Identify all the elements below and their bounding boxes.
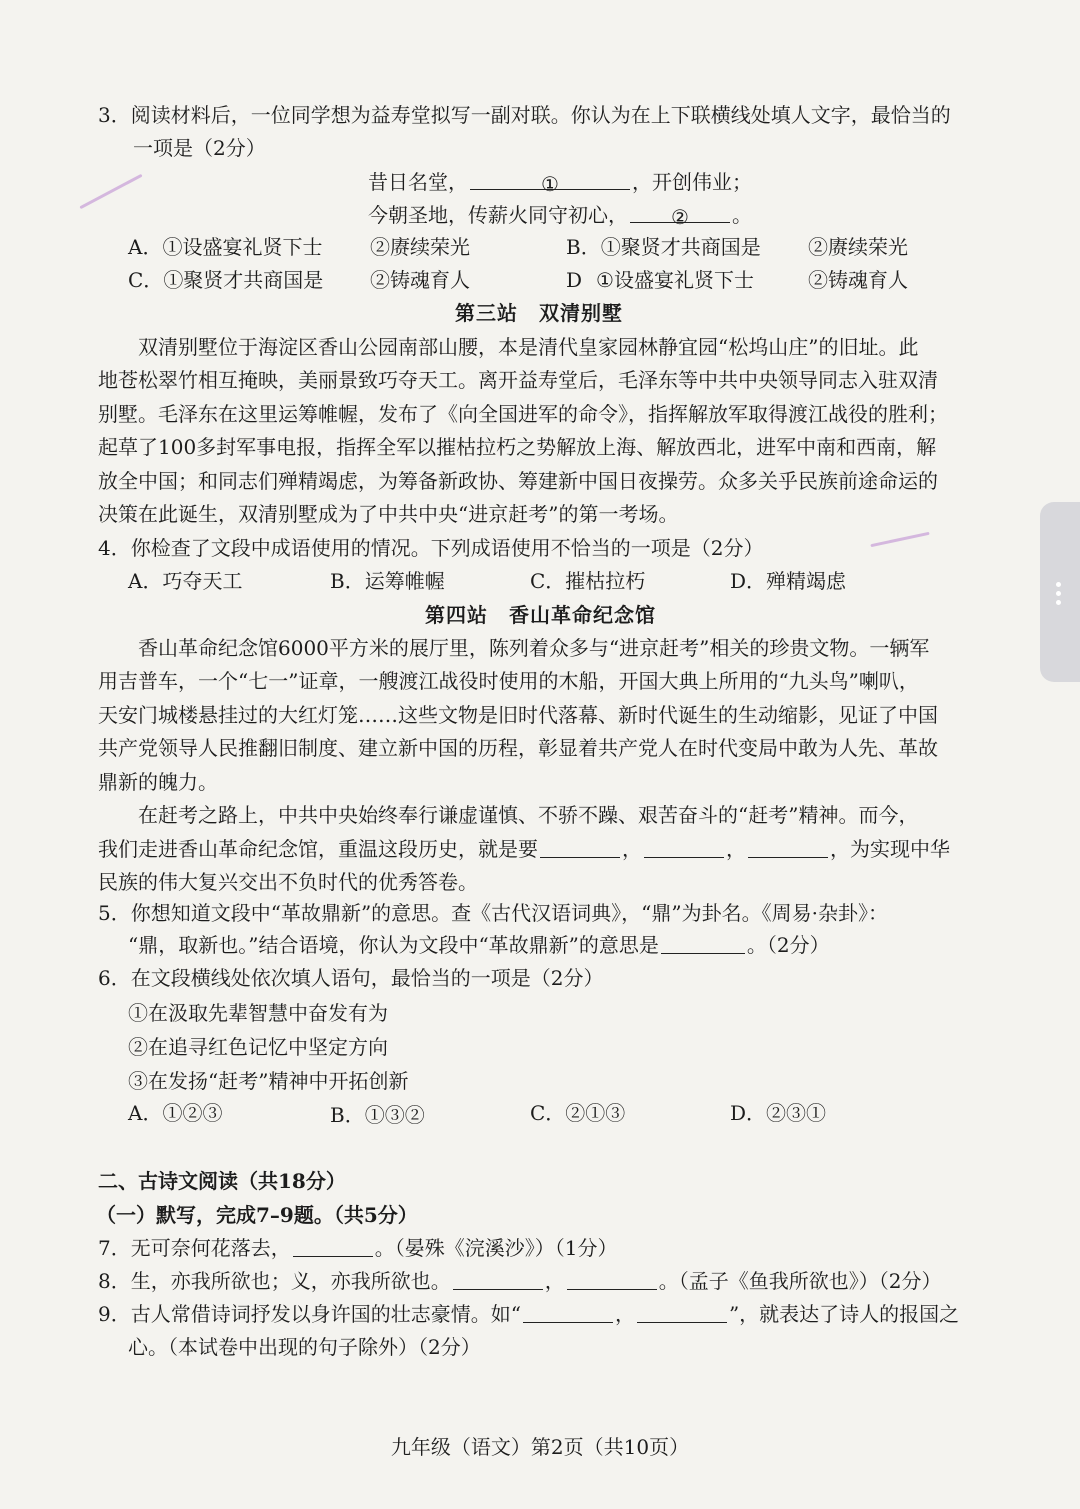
blank-number-1: ① [541,172,559,196]
option-part1: ①聚贤才共商国是 [600,235,761,259]
option-label: A． [128,235,163,259]
q5-blank [661,933,745,954]
q5-post: 。（2分） [746,933,830,957]
q8-blank-2 [567,1269,657,1290]
q9-comma: ， [614,1302,635,1326]
q8 [98,1266,941,1296]
q3-option-c [128,265,323,295]
station3-line: 决策在此诞生，双清别墅成为了中共中央“进京赶考”的第一考场。 [98,502,679,526]
station3-line: 起草了100多封军事电报，指挥全军以摧枯拉朽之势解放上海、解放西北，进军中南和西南，解 [98,435,937,459]
station3-title: 第三站 双清别墅 [455,301,623,325]
q9-blank-2 [637,1302,727,1323]
q4-stem: 4．你检查了文段中成语使用的情况。下列成语使用不恰当的一项是（2分） [98,536,764,560]
couplet-upper-blank [470,169,630,196]
q5-pre: “鼎，取新也。”结合语境，你认为文段中“革故鼎新”的意思是 [128,933,659,957]
q6-option-b: B．①③② [330,1103,425,1127]
couplet-lower [368,200,752,230]
couplet-lower-pre: 今朝圣地，传薪火同守初心， [368,203,628,227]
q9-line1 [98,1299,959,1329]
couplet-upper [368,167,752,197]
blank-2 [644,837,724,858]
q6-item: ②在追寻红色记忆中坚定方向 [128,1035,388,1059]
station4-line: 香山革命纪念馆6000平方米的展厅里，陈列着众多与“进京赶考”相关的珍贵文物。一辆军 [138,636,930,660]
q8-post: 。（孟子《鱼我所欲也》）（2分） [658,1269,942,1293]
q4-option-c: C．摧枯拉朽 [530,569,646,593]
section2-sub1: （一）默写，完成7–9题。（共5分） [96,1203,418,1227]
station3-line: 放全中国；和同志们殚精竭虑，为筹备新政协、筹建新中国日夜操劳。众多关乎民族前途命运的 [98,469,938,493]
station4-title: 第四站 香山革命纪念馆 [425,603,656,627]
q5-line2 [128,930,830,960]
option-part1: ①设盛宴礼贤下士 [596,268,754,292]
q3-stem-line1: 3．阅读材料后，一位同学想为益寿堂拟写一副对联。你认为在上下联横线处填人文字，最恰当的 [98,103,951,127]
q8-blank-1 [453,1269,543,1290]
para2-pre: 我们走进香山革命纪念馆，重温这段历史，就是要 [98,837,538,861]
q6-option-c: C．②①③ [530,1101,626,1125]
station4-para2-line2 [98,834,950,864]
q3-option-b-part2: ②赓续荣光 [808,235,908,259]
station3-line: 别墅。毛泽东在这里运筹帷幄，发布了《向全国进军的命令》，指挥解放军取得渡江战役的胜利； [98,402,948,426]
q9-post: ”，就表达了诗人的报国之 [728,1302,960,1326]
station4-line: 天安门城楼悬挂过的大红灯笼……这些文物是旧时代落幕、新时代诞生的生动缩影，见证了中国 [98,703,938,727]
option-label: B． [566,235,601,259]
q4-option-a: A．巧夺天工 [128,569,243,593]
q3-stem-line2: 一项是（2分） [133,136,266,160]
station4-line: 共产党领导人民推翻旧制度、建立新中国的历程，彰显着共产党人在时代变局中敢为人先、革故 [98,736,938,760]
couplet-upper-post: ，开创伟业； [632,170,752,194]
blank-3 [748,837,828,858]
comma: ， [622,837,642,861]
station3-line: 双清别墅位于海淀区香山公园南部山腰，本是清代皇家园林静宜园“松坞山庄”的旧址。此 [138,335,919,359]
blank-number-2: ② [671,205,689,229]
q7-blank [293,1236,373,1257]
q6-item: ①在汲取先辈智慧中奋发有为 [128,1001,388,1025]
q7-pre: 7．无可奈何花落去， [98,1236,291,1260]
side-menu-handle[interactable] [1040,502,1080,682]
more-dots-icon [1056,578,1062,609]
para2-post: ，为实现中华 [830,837,950,861]
pen-mark [79,174,142,210]
q5-line1: 5．你想知道文段中“革故鼎新”的意思。查《古代汉语词典》，“鼎”为卦名。《周易·杂卦》： [98,901,888,925]
option-label: D [566,268,583,292]
q7-post: 。（晏殊《浣溪沙》）（1分） [374,1236,618,1260]
q4-option-b: B．运筹帷幄 [330,569,445,593]
station4-para2-line3: 民族的伟大复兴交出不负时代的优秀答卷。 [98,870,478,894]
q6-option-d: D．②③① [730,1101,827,1125]
option-part1: ①聚贤才共商国是 [163,268,324,292]
q3-option-d [566,265,754,295]
q3-option-c-part2: ②铸魂育人 [370,268,470,292]
q9-line2: 心。（本试卷中出现的句子除外）（2分） [128,1335,481,1359]
station3-line: 地苍松翠竹相互掩映，美丽景致巧夺天工。离开益寿堂后，毛泽东等中共中央领导同志入驻双清 [98,368,938,392]
page-footer: 九年级（语文）第2页（共10页） [390,1435,690,1459]
q6-item: ③在发扬“赶考”精神中开拓创新 [128,1069,409,1093]
q8-pre: 8．生，亦我所欲也；义，亦我所欲也。 [98,1269,451,1293]
couplet-upper-pre: 昔日名堂， [368,170,468,194]
q3-option-b [566,232,761,262]
couplet-lower-post: 。 [732,203,752,227]
station4-line: 鼎新的魄力。 [98,770,218,794]
q3-option-a-part2: ②赓续荣光 [370,235,470,259]
q3-option-a [128,232,322,262]
q7 [98,1233,617,1263]
blank-1 [540,837,620,858]
q9-blank-1 [523,1302,613,1323]
q6-option-a: A．①②③ [128,1101,223,1125]
option-label: C． [128,268,164,292]
comma: ， [726,837,746,861]
q4-option-d: D．殚精竭虑 [730,569,847,593]
q9-pre: 9．古人常借诗词抒发以身许国的壮志豪情。如“ [98,1302,521,1326]
q6-stem: 6．在文段横线处依次填人语句，最恰当的一项是（2分） [98,966,604,990]
station4-line: 用吉普车，一个“七一”证章，一艘渡江战役时使用的木船，开国大典上所用的“九头鸟”喇叭， [98,669,919,693]
q8-comma: ， [544,1269,565,1293]
section2-title: 二、古诗文阅读（共18分） [98,1169,346,1193]
option-part1: ①设盛宴礼贤下士 [162,235,323,259]
pen-mark [870,532,929,547]
station4-para2-line1: 在赶考之路上，中共中央始终奉行谦虚谨慎、不骄不躁、艰苦奋斗的“赶考”精神。而今， [138,803,919,827]
couplet-lower-blank [630,202,730,229]
q3-option-d-part2: ②铸魂育人 [808,268,908,292]
